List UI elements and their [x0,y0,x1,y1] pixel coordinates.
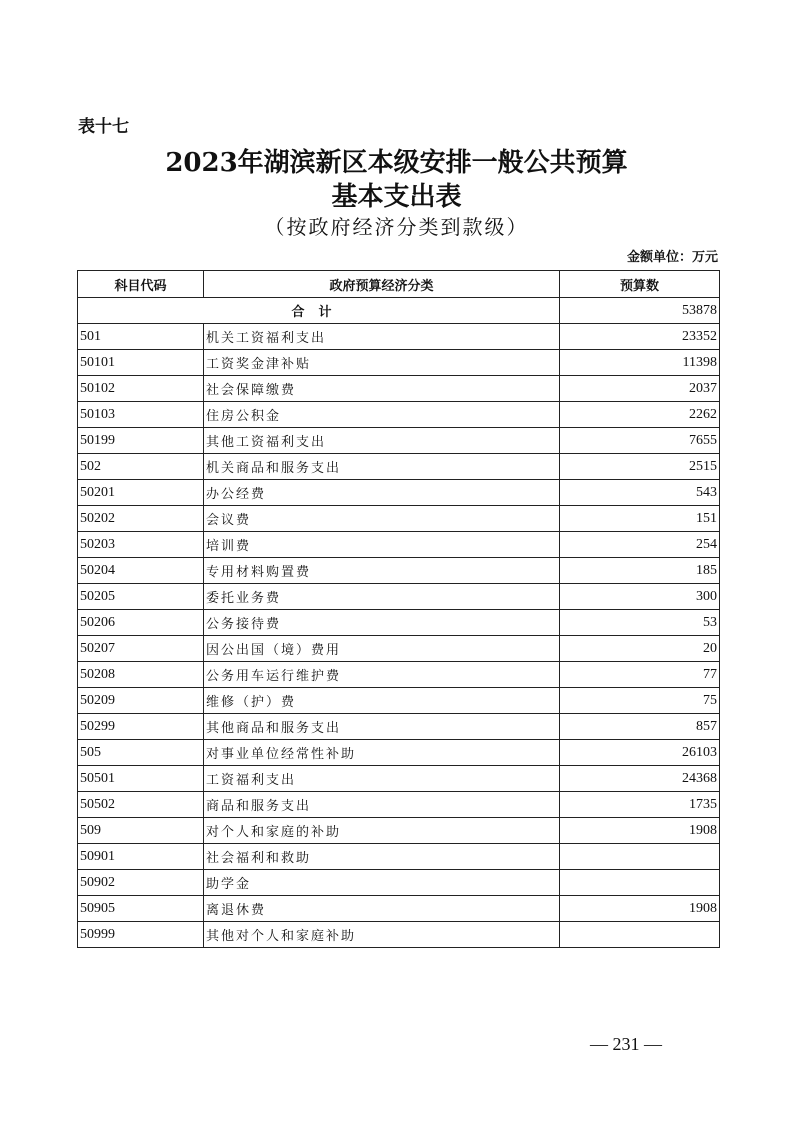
table-row [78,324,720,350]
row-code: 505 [78,740,204,766]
row-code: 50201 [78,480,204,506]
row-amount: 23352 [560,324,720,350]
table-row [78,350,720,376]
table-row [78,454,720,480]
table-row [78,922,720,948]
row-amount: 185 [560,558,720,584]
page-number: — 231 — [590,1034,662,1054]
table-row [78,792,720,818]
table-row [78,402,720,428]
budget-table [77,270,720,948]
row-code: 50202 [78,506,204,532]
table-row [78,818,720,844]
row-amount: 2515 [560,454,720,480]
table-row [78,532,720,558]
header-amount: 预算数 [560,271,720,298]
row-name: 离退休费 [204,896,560,922]
row-code: 50999 [78,922,204,948]
row-code: 501 [78,324,204,350]
row-amount: 75 [560,688,720,714]
row-amount: 53 [560,610,720,636]
row-name: 办公经费 [204,480,560,506]
table-row [78,662,720,688]
row-code: 50209 [78,688,204,714]
document-title-line2: 基本支出表 [331,182,462,212]
row-code: 50501 [78,766,204,792]
row-code: 50208 [78,662,204,688]
row-name: 助学金 [204,870,560,896]
unit-note: 金额单位：万元 [626,250,718,265]
row-code: 50203 [78,532,204,558]
row-name: 会议费 [204,506,560,532]
row-amount: 11398 [560,350,720,376]
table-row [78,428,720,454]
table-row [78,376,720,402]
row-code: 50101 [78,350,204,376]
row-name: 对事业单位经常性补助 [204,740,560,766]
table-row [78,688,720,714]
row-name: 委托业务费 [204,584,560,610]
row-amount: 857 [560,714,720,740]
row-code: 50905 [78,896,204,922]
row-name: 其他商品和服务支出 [204,714,560,740]
header-name: 政府预算经济分类 [204,271,560,298]
row-code: 50901 [78,844,204,870]
table-row [78,506,720,532]
row-name: 机关工资福利支出 [204,324,560,350]
row-name: 社会保障缴费 [204,376,560,402]
row-code: 50902 [78,870,204,896]
table-row [78,584,720,610]
row-name: 社会福利和救助 [204,844,560,870]
row-amount: 151 [560,506,720,532]
row-name: 其他工资福利支出 [204,428,560,454]
row-amount: 300 [560,584,720,610]
row-code: 502 [78,454,204,480]
row-name: 维修（护）费 [204,688,560,714]
row-amount: 543 [560,480,720,506]
row-code: 50207 [78,636,204,662]
row-amount: 24368 [560,766,720,792]
table-header-row [78,271,720,298]
total-row [78,298,720,324]
table-row [78,740,720,766]
row-name: 其他对个人和家庭补助 [204,922,560,948]
row-code: 50199 [78,428,204,454]
table-row [78,610,720,636]
row-name: 培训费 [204,532,560,558]
row-name: 工资奖金津补贴 [204,350,560,376]
row-amount: 2037 [560,376,720,402]
row-name: 公务接待费 [204,610,560,636]
row-name: 因公出国（境）费用 [204,636,560,662]
row-name: 公务用车运行维护费 [204,662,560,688]
row-code: 50204 [78,558,204,584]
row-amount: 254 [560,532,720,558]
row-amount: 20 [560,636,720,662]
row-code: 50502 [78,792,204,818]
row-amount: 26103 [560,740,720,766]
table-row [78,636,720,662]
table-row [78,870,720,896]
header-code: 科目代码 [78,271,204,298]
row-code: 50102 [78,376,204,402]
row-code: 50103 [78,402,204,428]
row-name: 专用材料购置费 [204,558,560,584]
row-name: 机关商品和服务支出 [204,454,560,480]
total-label: 合计 [78,298,560,324]
document-title: 2023年湖滨新区本级安排一般公共预算 [165,148,628,178]
row-amount: 7655 [560,428,720,454]
row-amount: 1908 [560,818,720,844]
row-amount: 2262 [560,402,720,428]
row-name: 住房公积金 [204,402,560,428]
row-amount: 1908 [560,896,720,922]
total-amount: 53878 [560,298,720,324]
table-row [78,714,720,740]
row-amount [560,870,720,896]
row-code: 50206 [78,610,204,636]
row-name: 商品和服务支出 [204,792,560,818]
table-row [78,558,720,584]
row-amount: 1735 [560,792,720,818]
row-code: 509 [78,818,204,844]
row-name: 对个人和家庭的补助 [204,818,560,844]
table-row [78,480,720,506]
row-name: 工资福利支出 [204,766,560,792]
table-row [78,844,720,870]
document-subtitle: （按政府经济分类到款级） [264,215,529,239]
table-label: 表十七 [78,117,129,137]
table-row [78,896,720,922]
row-code: 50205 [78,584,204,610]
table-row [78,766,720,792]
row-amount [560,922,720,948]
row-code: 50299 [78,714,204,740]
row-amount: 77 [560,662,720,688]
row-amount [560,844,720,870]
